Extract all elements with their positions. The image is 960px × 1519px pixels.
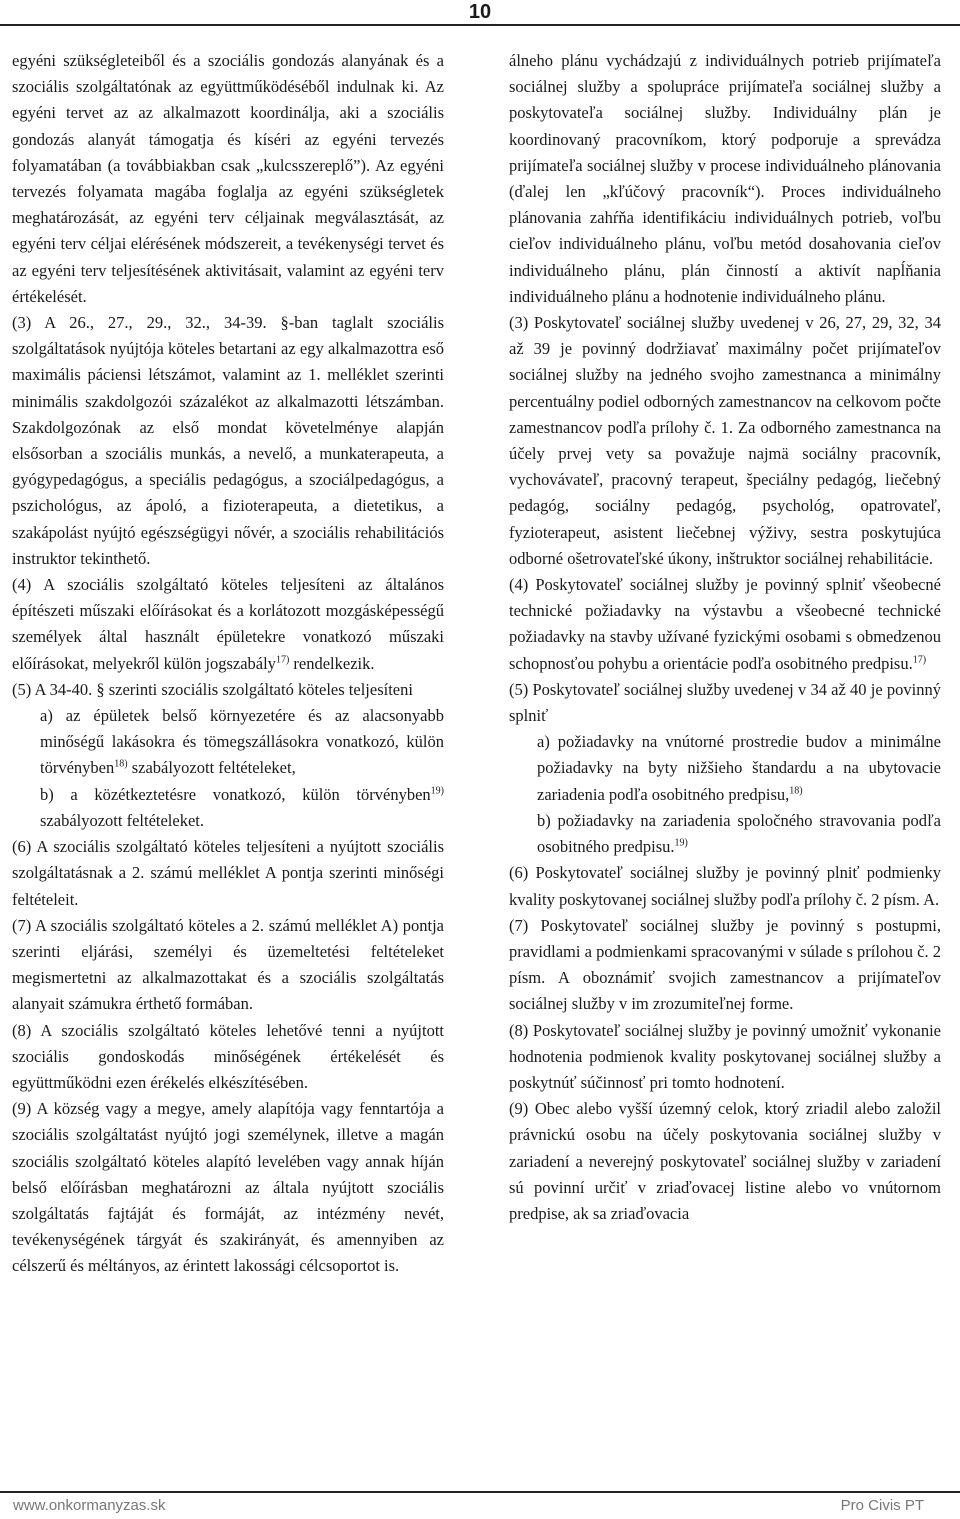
paragraph <box>509 48 941 310</box>
footer-publisher: Pro Civis PT <box>840 1497 924 1514</box>
text-run: (6) A szociális szolgáltató köteles teljesíteni a nyújtott szociális szolgáltatásnak a 2. számú melléklet A pontja szerinti minőségi feltételeit. <box>12 837 444 909</box>
text-run: (8) A szociális szolgáltató köteles lehetővé tenni a nyújtott szociális gondoskodás minőségének értékelését és együttműködni ezen érékelés elkészítésében. <box>12 1020 444 1092</box>
text-run: (9) A község vagy a megye, amely alapítója vagy fenntartója a szociális szolgáltatást nyújtó jogi személynek, illetve a magán szociális szolgáltató köteles alapító levelében vagy annak híján belső előírásban meghatározni az általa nyújtott szociális szolgáltatás fajtáját és formáját, az intézmény nevét, tevékenységének tárgyát és szakirányát, és amennyiben az célszerű és méltányos, az érintett lakossági célcsoportot is. <box>12 1099 444 1276</box>
list-item <box>12 782 444 834</box>
paragraph <box>12 310 444 572</box>
text-run: (5) Poskytovateľ sociálnej služby uvedenej v 34 až 40 je povinný splniť <box>509 679 941 726</box>
paragraph <box>12 1018 444 1097</box>
footer-website-link[interactable]: www.onkormanyzas.sk <box>13 1497 166 1514</box>
text-run: a) az épületek belső környezetére és az alacsonyabb minőségű lakásokra és tömegszállásokra vonatkozó, külön törvényben <box>40 706 444 778</box>
paragraph <box>509 677 941 729</box>
paragraph <box>12 572 444 677</box>
text-run: (3) Poskytovateľ sociálnej služby uvedenej v 26, 27, 29, 32, 34 až 39 je povinný dodržiavať maximálny počet prijímateľov sociálnej služby na jedného svojho zamestnanca a minimálny percentuálny podiel odborných zamestnancov na celkovom počte zamestnancov podľa prílohy č. 1. Za odborného zamestnanca na účely prvej vety sa považuje najmä sociálny pracovník, vychovávateľ, pracovný terapeut, špeciálny pedagóg, liečebný pedagóg, sociálny pedagóg, psychológ, opatrovateľ, fyzioterapeut, asistent liečebnej výživy, sestra poskytujúca odborné ošetrovateľské úkony, inštruktor sociálnej rehabilitácie. <box>509 313 941 568</box>
text-run: (5) A 34-40. § szerinti szociális szolgáltató köteles teljesíteni <box>12 679 413 699</box>
text-run: szabályozott feltételeket. <box>40 810 205 830</box>
header-rule <box>0 24 960 26</box>
paragraph <box>509 860 941 912</box>
text-run: (9) Obec alebo vyšší územný celok, ktorý zriadil alebo založil právnickú osobu na účely poskytovania sociálnej služby v zariadení a neverejný poskytovateľ sociálnej služby v zariadení sú povinní určiť v zriaďovacej listine alebo vo vnútornom predpise, ak sa zriaďovacia <box>509 1099 941 1223</box>
paragraph <box>509 913 941 1018</box>
paragraph <box>12 1096 444 1279</box>
text-run: (7) Poskytovateľ sociálnej služby je povinný s postupmi, pravidlami a podmienkami spracovanými v súlade s prílohou č. 2 písm. A oboznámiť svojich zamestnancov a prijímateľov sociálnej služby v im zrozumiteľnej forme. <box>509 915 941 1014</box>
paragraph <box>12 913 444 1018</box>
footnote-ref: 18) <box>114 758 128 770</box>
text-run: a) požiadavky na vnútorné prostredie budov a minimálne požiadavky na byty nižšieho štandardu a na ubytovacie zariadenia podľa osobitného predpisu, <box>537 732 941 804</box>
text-run: (7) A szociális szolgáltató köteles a 2. számú melléklet A) pontja szerinti eljárási, személyi és üzemeltetési feltételeket megismertetni az alkalmazottakat és a szociális szolgáltatás alanyait számukra érthető formában. <box>12 915 444 1014</box>
text-run: (3) A 26., 27., 29., 32., 34-39. §-ban taglalt szociális szolgáltatások nyújtója köteles betartani az egy alkalmazottra eső maximális páciensi létszámot, valamint az 1. melléklet szerinti minimális szakdolgozói százalékot az alkalmazotti létszámban. Szakdolgozónak az első mondat követelménye alapján elsősorban a szociális munkás, a nevelő, a munkaterapeuta, a gyógypedagógus, a speciális pedagógus, a szociálpedagógus, a pszichológus, az ápoló, a fizioterapeuta, a dietetikus, a szakápolást nyújtó egészségügyi nővér, a szociális rehabilitációs instruktor tekinthető. <box>12 313 444 568</box>
paragraph <box>509 1096 941 1227</box>
paragraph <box>12 834 444 913</box>
footnote-ref: 17) <box>275 654 290 666</box>
footer <box>0 1494 960 1518</box>
text-run: rendelkezik. <box>289 653 375 673</box>
paragraph <box>509 572 941 677</box>
text-run: (4) A szociális szolgáltató köteles teljesíteni az általános építészeti műszaki előírásokat és a korlátozott mozgásképességű személyek által használt épületekre vonatkozó műszaki előírásokat, melyekről külön jogszabály <box>12 575 444 673</box>
paragraph <box>12 48 444 310</box>
hungarian-text-column <box>12 48 444 1280</box>
footnote-ref: 19) <box>674 837 688 849</box>
list-item <box>509 808 941 860</box>
text-run: szabályozott feltételeket, <box>127 758 296 778</box>
text-run: egyéni szükségleteiből és a szociális gondozás alanyának és a szociális szolgáltatónak az együttműködéséből indulnak ki. Az egyéni tervet az az alkalmazott koordinálja, aki a szociális gondozás alanyát támogatja és kíséri az egyéni tervezés folyamatában (a továbbiakban csak „kulcsszereplő”). Az egyéni tervezés folyamata magába foglalja az egyéni szükségletek meghatározását, az egyéni terv céljainak megválasztását, az egyéni terv céljai elérésének módszereit, a tevékenységi tervet és az egyéni terv teljesítésének aktivitásait, valamint az egyéni terv értékelését. <box>12 51 444 306</box>
footnote-ref: 18) <box>789 785 803 797</box>
page-number: 10 <box>468 1 492 23</box>
paragraph <box>509 310 941 572</box>
footer-rule <box>0 1491 960 1493</box>
list-item <box>509 729 941 808</box>
text-run: (4) Poskytovateľ sociálnej služby je povinný splniť všeobecné technické požiadavky na výstavbu a všeobecné technické požiadavky na stavby užívané fyzickými osobami s obmedzenou schopnosťou pohybu a orientácie podľa osobitného predpisu. <box>509 575 941 673</box>
text-run: b) požiadavky na zariadenia spoločného stravovania podľa osobitného predpisu. <box>537 810 941 857</box>
text-run: álneho plánu vychádzajú z individuálnych potrieb prijímateľa sociálnej služby a spolupráce prijímateľa sociálnej služby a poskytovateľa sociálnej služby. Individuálny plán je koordinovaný pracovníkom, ktorý podporuje a sprevádza prijímateľa sociálnej služby v procese individuálneho plánovania (ďalej len „kľúčový pracovník“). Proces individuálneho plánovania zahŕňa identifikáciu individuálnych potrieb, voľbu cieľov individuálneho plánu, voľbu metód dosahovania cieľov individuálneho plánu, plán činností a aktivít napĺňania individuálneho plánu a hodnotenie individuálneho plánu. <box>509 51 941 306</box>
text-run: (8) Poskytovateľ sociálnej služby je povinný umožniť vykonanie hodnotenia podmienok kvality poskytovanej sociálnej služby a poskytnúť súčinnosť pri tomto hodnotení. <box>509 1020 941 1092</box>
paragraph <box>12 677 444 703</box>
footnote-ref: 19) <box>430 785 444 797</box>
slovak-text-column <box>509 48 941 1227</box>
text-run: (6) Poskytovateľ sociálnej služby je povinný plniť podmienky kvality poskytovanej sociálnej služby podľa prílohy č. 2 písm. A. <box>509 863 941 909</box>
text-run: b) a közétkeztetésre vonatkozó, külön törvényben <box>40 784 431 804</box>
list-item <box>12 703 444 782</box>
footnote-ref: 17) <box>912 654 927 666</box>
paragraph <box>509 1018 941 1097</box>
